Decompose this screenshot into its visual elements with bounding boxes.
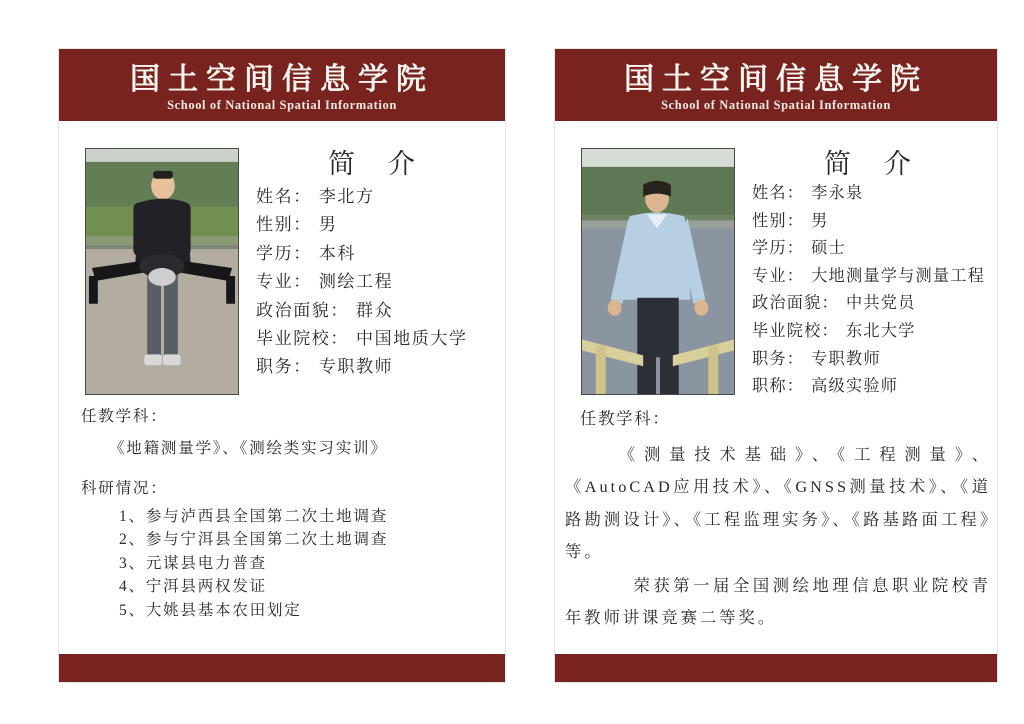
info-label: 毕业院校： <box>752 321 839 340</box>
research-item: 3、元谋县电力普查 <box>119 554 267 572</box>
info-label: 姓名： <box>256 187 312 206</box>
photo-illustration-lake <box>582 149 734 394</box>
info-row <box>256 240 468 268</box>
info-value: 李北方 <box>318 187 375 206</box>
research-item: 4、宁洱县两权发证 <box>119 578 267 596</box>
school-subtitle: School of National Spatial Information <box>167 98 397 112</box>
info-label: 学历： <box>256 243 312 263</box>
info-label: 性别： <box>752 211 805 230</box>
info-value: 男 <box>811 211 829 230</box>
info-label: 专业： <box>752 266 805 285</box>
info-label: 学历： <box>752 239 805 258</box>
info-list <box>256 183 468 382</box>
award-paragraph: 荣获第一届全国测绘地理信息职业院校青年教师讲课竞赛二等奖。 <box>565 575 991 628</box>
info-label: 性别： <box>256 215 312 235</box>
info-value: 大地测量学与测量工程 <box>811 266 986 285</box>
info-value: 李永泉 <box>811 184 864 202</box>
research-items <box>81 505 388 622</box>
info-value: 硕士 <box>811 239 846 258</box>
school-subtitle: School of National Spatial Information <box>661 98 891 112</box>
info-value: 中国地质大学 <box>356 329 468 349</box>
info-value: 群众 <box>356 300 394 320</box>
info-value: 测绘工程 <box>318 272 394 292</box>
teacher-card-1 <box>58 48 506 683</box>
info-row <box>752 290 985 318</box>
research-section <box>81 477 388 622</box>
teaching-section <box>565 407 991 634</box>
info-label: 职务： <box>752 349 805 368</box>
info-row <box>752 180 985 208</box>
info-row <box>752 318 985 346</box>
info-row <box>256 183 468 211</box>
teacher-card-2 <box>554 48 998 683</box>
teaching-section <box>81 405 388 462</box>
teaching-heading: 任教学科： <box>580 409 671 428</box>
teacher-photo <box>581 148 735 395</box>
research-item: 5、大姚县基本农田划定 <box>119 601 302 619</box>
info-row <box>752 235 985 263</box>
research-item: 1、参与泸西县全国第二次土地调查 <box>119 508 389 525</box>
info-value: 中共党员 <box>845 294 916 313</box>
research-heading: 科研情况： <box>81 480 168 497</box>
card-header <box>555 49 997 121</box>
info-label: 政治面貌： <box>256 300 349 320</box>
info-row <box>752 373 985 401</box>
info-row <box>256 297 468 325</box>
info-label: 职称： <box>752 377 805 396</box>
info-label: 毕业院校： <box>256 329 349 349</box>
card-header <box>59 49 505 121</box>
info-value: 东北大学 <box>845 321 916 340</box>
info-value: 专职教师 <box>318 357 394 377</box>
teaching-heading: 任教学科： <box>81 408 168 425</box>
info-value: 本科 <box>318 243 357 263</box>
teaching-subjects-paragraph: 《测量技术基础》、《工程测量》、《AutoCAD应用技术》、《GNSS测量技术》、《道路勘测设计》、《工程监理实务》、《路基路面工程》等。 <box>565 445 991 562</box>
info-value: 高级实验师 <box>811 377 899 396</box>
teacher-photo <box>85 148 239 395</box>
info-label: 政治面貌： <box>752 294 839 313</box>
info-row <box>256 268 468 296</box>
info-row <box>256 211 468 239</box>
info-row <box>256 353 468 381</box>
info-row <box>752 346 985 374</box>
info-label: 职务： <box>256 357 312 377</box>
teaching-subjects: 《地籍测量学》、《测绘类实习实训》 <box>109 440 388 457</box>
info-row <box>256 325 468 353</box>
info-label: 专业： <box>256 272 312 292</box>
card-footer-bar <box>555 654 997 682</box>
info-value: 专职教师 <box>811 349 881 368</box>
school-title: 国土空间信息学院 <box>624 63 928 96</box>
info-value: 男 <box>318 215 338 235</box>
intro-title: 简 介 <box>328 149 418 179</box>
info-row <box>752 263 985 291</box>
research-item: 2、参与宁洱县全国第二次土地调查 <box>119 531 389 549</box>
info-row <box>752 208 985 236</box>
info-list <box>752 180 985 401</box>
intro-title: 简 介 <box>824 149 914 179</box>
school-title: 国土空间信息学院 <box>130 63 434 96</box>
photo-illustration-drone <box>86 149 238 394</box>
card-footer-bar <box>59 654 505 682</box>
info-label: 姓名： <box>752 184 805 202</box>
